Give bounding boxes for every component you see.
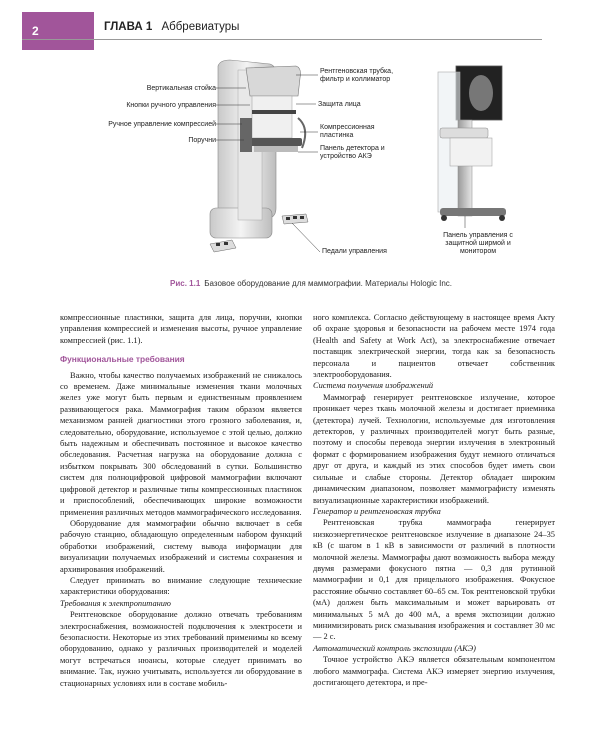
caption-text: Базовое оборудование для маммографии. Материалы Hologic Inc.	[204, 279, 452, 288]
header-rule	[22, 39, 542, 40]
page-number: 2	[32, 24, 39, 38]
paragraph: Маммограф генерирует рентгеновское излучение, которое проникает через ткань молочной железы и достигает приемника (детектора) лучей. Технологии, используемые для изготовления детекторов, у различных производителей могут быть разные, поэтому и способы перевода энергии излучения в электронный формат с формированием изображения будут немного отличаться друг от друга, и каждый из этих способов будет иметь свои сильные и слабые стороны. Детектор обладает широким динамическим диапазоном, позволяет маммографисту изменять визуализационные характеристики изображений.	[313, 392, 555, 505]
label-handrails: Поручни	[188, 137, 216, 144]
label-face-shield: Защита лица	[318, 101, 361, 108]
paragraph: компрессионные пластинки, защита для лица, поручни, кнопки управления компрессией и изменения высоты, ручное управление компрессией (рис. 1.1).	[60, 313, 302, 345]
paragraph: ного комплекса. Согласно действующему в настоящее время Акту об охране здоровья и безопасности на рабочем месте 1974 года (Health and Safety at Work Act), за электроснабжение отвечает поставщик электрической энергии, тогда как за безопасность персонала и пациентов отвечает собственник электрооборудования.	[313, 313, 555, 380]
caption-number: Рис. 1.1	[170, 279, 201, 288]
paragraph: Рентгеновская трубка маммографа генерирует низкоэнергетическое рентгеновское излучение в диапазоне 24–35 кВ (с шагом в 1 кВ в зависимости от различий в плотности молочной железы. Маммографы дают возможность выбора между двумя размерами фокусного пятна — 0,3 для рутинной маммографии и 0,1 для прицельного изображения. Фокусное расстояние обычно составляет 60–65 см. Ток рентгеновской трубки (мА) должен быть максимальным и может варьировать от минимальных 5 мА до 400 мА, а время экспозиции должно минимизировать риск смазывания изображения и составляет 30 мс — 2 с.	[313, 518, 555, 642]
control-station	[438, 66, 506, 228]
section-heading: Функциональные требования	[60, 354, 185, 365]
paragraph: Оборудование для маммографии обычно включает в себя рабочую станцию, обладающую определенным набором функций обработки изображений, систему вывода информации для визуализации получаемых изображений и системы сохранения и архивирования изображений.	[60, 518, 302, 574]
figure-caption	[170, 279, 452, 288]
chapter-label: ГЛАВА 1	[104, 21, 153, 33]
label-control-panel: Панель управления с защитной ширмой и монитором	[443, 232, 513, 255]
page-number-tab	[22, 12, 94, 50]
mammograph-unit	[210, 60, 305, 238]
label-compression-plate: Компрессионная пластинка	[320, 124, 375, 139]
subheading: Автоматический контроль экспозиции (АКЭ)	[313, 643, 476, 653]
paragraph: Важно, чтобы качество получаемых изображений не снижалось со временем. Даже минимальные изменения ткани молочных желез уже могут быть первым и единственным проявлением развивающегося рака. Маммография таким образом является механизмом ранней диагностики этого грозного заболевания, и, следовательно, оборудование, используемое с этой целью, должно быть надежным и обеспечивать постоянное и высокое качество обследования. Расчетная нагрузка на оборудование должна с избытком покрывать 300 обследований в сутки. Большинство систем для полноцифровой цифровой маммографии включают цифровой детектор и различные типы компрессионных пластинок и приспособлений, обеспечивающих широкие возможности применения различных методов маммографического исследования.	[60, 370, 302, 517]
label-vertical-stand: Вертикальная стойка	[146, 85, 216, 92]
label-manual-compression: Ручное управление компрессией	[108, 121, 216, 128]
subheading: Генератор и рентгеновская трубка	[313, 506, 441, 516]
paragraph: Рентгеновское оборудование должно отвечать требованиям электроснабжения, возможностей подключения к электросети и безопасности. Некоторые из этих требований применимы ко всему оборудованию, однако у различных производителей и моделей могут встречаться нюансы, которые следует принимать во внимание. Так, нужно учитывать, используется ли оборудование в стационарных условиях или в составе мобиль-	[60, 610, 302, 688]
left-column	[60, 312, 302, 689]
label-xray-tube: Рентгеновская трубка, фильтр и коллиматор	[320, 68, 394, 83]
paragraph: Точное устройство АКЭ является обязательным компонентом любого маммографа. Система АКЭ измеряет энергию излучения, достигающего детектора, и пре-	[313, 655, 555, 687]
label-manual-buttons: Кнопки ручного управления	[126, 102, 216, 109]
right-column	[313, 312, 555, 688]
label-foot-pedals: Педали управления	[322, 248, 387, 255]
page-header	[0, 0, 600, 50]
running-head	[104, 21, 239, 33]
chapter-title: Аббревиатуры	[161, 21, 240, 33]
figure-1-1	[70, 58, 540, 273]
subheading: Требования к электропитанию	[60, 598, 171, 608]
label-detector-panel: Панель детектора и устройство АКЭ	[320, 145, 385, 160]
paragraph: Следует принимать во внимание следующие технические характеристики оборудования:	[60, 575, 302, 597]
subheading: Система получения изображений	[313, 381, 434, 391]
